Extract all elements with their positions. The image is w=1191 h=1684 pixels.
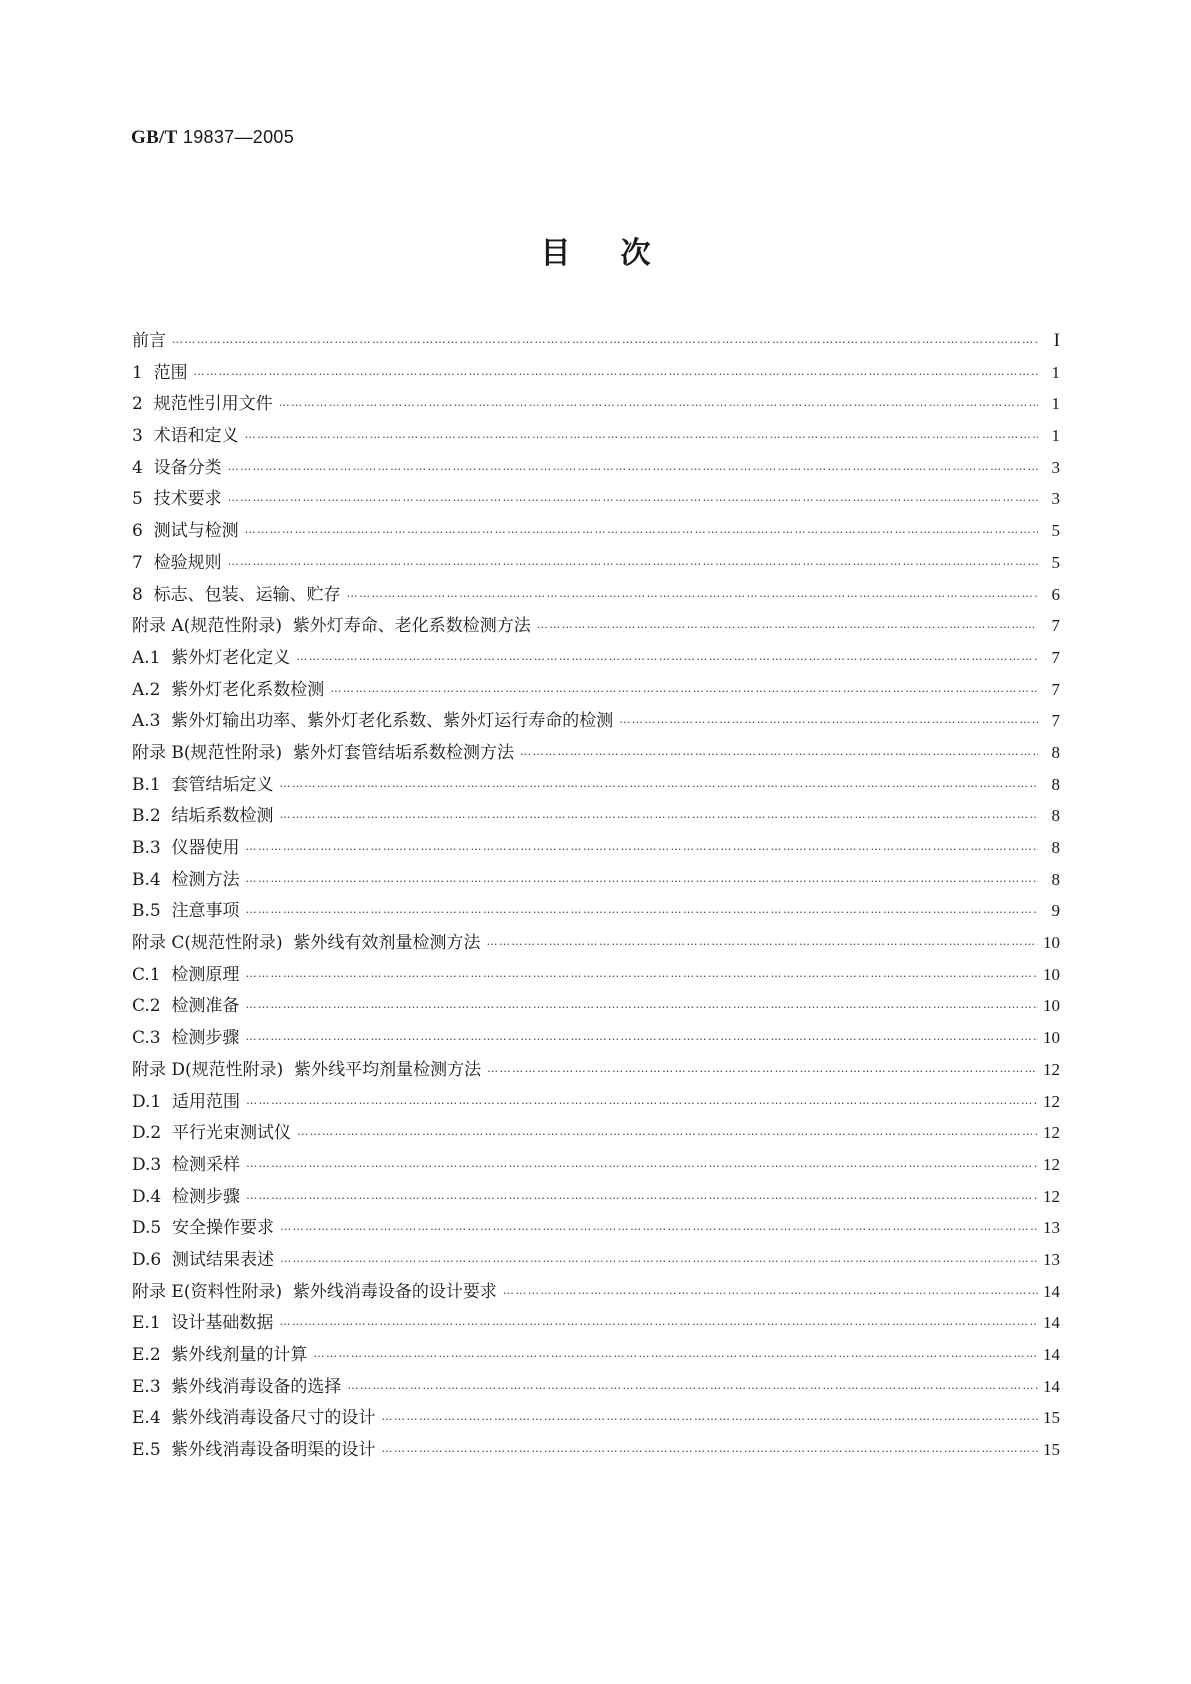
toc-entry-page-number: 1 (1051, 394, 1060, 414)
toc-entry-label: 附录 C(规范性附录) 紫外线有效剂量检测方法 (132, 933, 481, 954)
toc-dot-leader (245, 967, 1038, 980)
toc-entry[interactable] (132, 1150, 1060, 1182)
toc-dot-leader (381, 1442, 1038, 1455)
toc-entry-page-number: 13 (1043, 1249, 1060, 1269)
toc-entry[interactable] (132, 643, 1060, 675)
toc-entry-page-number: 15 (1043, 1440, 1060, 1460)
table-of-contents (132, 326, 1060, 1467)
toc-dot-leader (245, 428, 1038, 441)
toc-entry[interactable] (132, 960, 1060, 992)
toc-entry[interactable] (132, 389, 1060, 421)
toc-entry-label: E.4 紫外线消毒设备尺寸的设计 (132, 1408, 376, 1429)
toc-entry[interactable] (132, 1308, 1060, 1340)
toc-entry-label: E.2 紫外线剂量的计算 (132, 1345, 308, 1365)
toc-dot-leader (280, 1220, 1038, 1233)
toc-dot-leader (245, 1030, 1038, 1043)
toc-entry-label: E.1 设计基础数据 (132, 1313, 274, 1334)
toc-dot-leader (313, 1347, 1038, 1360)
toc-entry-label: C.2 检测准备 (132, 996, 240, 1017)
toc-entry[interactable] (132, 1372, 1060, 1404)
toc-entry-page-number: 12 (1043, 1123, 1060, 1143)
toc-entry-label: B.5 注意事项 (132, 901, 240, 922)
toc-entry[interactable] (132, 326, 1060, 358)
toc-entry-page-number: 6 (1051, 584, 1060, 604)
toc-entry[interactable] (132, 991, 1060, 1023)
toc-entry[interactable] (132, 1245, 1060, 1277)
toc-entry-page-number: 8 (1051, 774, 1060, 794)
toc-entry-page-number: 12 (1043, 1091, 1060, 1111)
toc-entry-label: C.1 检测原理 (132, 964, 240, 985)
toc-entry[interactable] (132, 1182, 1060, 1214)
toc-entry-label: B.3 仪器使用 (132, 838, 240, 858)
toc-entry[interactable] (132, 928, 1060, 960)
toc-entry[interactable] (132, 738, 1060, 770)
toc-entry-page-number: 13 (1043, 1218, 1060, 1238)
toc-dot-leader (228, 555, 1038, 568)
toc-entry-label: D.5 安全操作要求 (132, 1218, 275, 1239)
toc-entry-label: 附录 D(规范性附录) 紫外线平均剂量检测方法 (132, 1059, 482, 1080)
toc-entry-label: E.3 紫外线消毒设备的选择 (132, 1376, 342, 1397)
toc-entry-label: C.3 检测步骤 (132, 1028, 240, 1049)
toc-entry-page-number: 15 (1043, 1408, 1060, 1428)
toc-entry-label: D.2 平行光束测试仪 (132, 1123, 292, 1144)
toc-entry-label: D.1 适用范围 (132, 1091, 241, 1112)
toc-dot-leader (520, 745, 1038, 758)
toc-dot-leader (246, 872, 1038, 885)
toc-entry[interactable] (132, 580, 1060, 612)
toc-entry-label: 8 标志、包装、运输、贮存 (132, 584, 341, 605)
toc-entry[interactable] (132, 548, 1060, 580)
toc-entry[interactable] (132, 675, 1060, 707)
toc-dot-leader (245, 998, 1038, 1011)
toc-entry-page-number: 5 (1051, 521, 1060, 541)
toc-entry-label: 7 检验规则 (132, 552, 222, 573)
toc-entry-page-number: 8 (1051, 742, 1060, 762)
standard-number: 19837—2005 (182, 127, 295, 147)
toc-entry-label: A.2 紫外灯老化系数检测 (132, 679, 325, 700)
toc-dot-leader (228, 460, 1038, 473)
toc-entry-page-number: 1 (1051, 426, 1060, 446)
toc-dot-leader (246, 1157, 1038, 1170)
toc-dot-leader (537, 618, 1038, 631)
toc-entry[interactable] (132, 484, 1060, 516)
toc-dot-leader (194, 365, 1038, 378)
toc-entry[interactable] (132, 801, 1060, 833)
toc-entry[interactable] (132, 421, 1060, 453)
toc-entry-label: B.4 检测方法 (132, 869, 240, 890)
toc-entry-label: D.3 检测采样 (132, 1154, 241, 1175)
toc-entry-page-number: 8 (1051, 838, 1060, 857)
toc-entry[interactable] (132, 770, 1060, 802)
toc-dot-leader (245, 523, 1038, 536)
toc-entry-page-number: 14 (1043, 1313, 1060, 1333)
toc-dot-leader (279, 396, 1038, 409)
toc-entry-label: D.6 测试结果表述 (132, 1249, 275, 1270)
toc-entry-page-number: 14 (1043, 1376, 1060, 1396)
toc-entry-page-number: 7 (1051, 711, 1060, 731)
toc-dot-leader (246, 1189, 1038, 1202)
toc-entry-label: 附录 A(规范性附录) 紫外灯寿命、老化系数检测方法 (132, 616, 531, 637)
toc-entry-page-number: 10 (1043, 996, 1060, 1016)
toc-entry-label: 附录 E(资料性附录) 紫外线消毒设备的设计要求 (132, 1281, 497, 1302)
toc-dot-leader (487, 1062, 1038, 1075)
toc-entry-label: 附录 B(规范性附录) 紫外灯套管结垢系数检测方法 (132, 742, 514, 763)
toc-dot-leader (297, 1125, 1038, 1138)
toc-entry-label: B.1 套管结垢定义 (132, 774, 274, 795)
toc-dot-leader (280, 1252, 1038, 1265)
toc-entry-label: D.4 检测步骤 (132, 1186, 241, 1207)
toc-entry[interactable] (132, 358, 1060, 390)
toc-entry[interactable] (132, 1277, 1060, 1309)
page-title: 目次 (540, 236, 701, 271)
toc-entry-page-number: 8 (1051, 869, 1060, 889)
toc-dot-leader (503, 1284, 1038, 1297)
toc-dot-leader (619, 713, 1038, 726)
toc-dot-leader (347, 1379, 1038, 1392)
toc-entry[interactable] (132, 1340, 1060, 1372)
toc-entry-label: A.3 紫外灯输出功率、紫外灯老化系数、紫外灯运行寿命的检测 (132, 711, 614, 732)
toc-dot-leader (486, 935, 1038, 948)
toc-dot-leader (330, 682, 1038, 695)
toc-entry[interactable] (132, 611, 1060, 643)
toc-entry-page-number: 14 (1043, 1345, 1060, 1364)
toc-entry-label: B.2 结垢系数检测 (132, 806, 274, 827)
toc-entry-label: 6 测试与检测 (132, 521, 239, 542)
toc-entry[interactable] (132, 896, 1060, 928)
toc-entry[interactable] (132, 516, 1060, 548)
toc-entry-label: E.5 紫外线消毒设备明渠的设计 (132, 1440, 376, 1461)
toc-dot-leader (246, 840, 1038, 853)
toc-entry-page-number: I (1053, 330, 1060, 351)
standard-prefix: GB/T (131, 127, 178, 148)
toc-entry[interactable] (132, 1403, 1060, 1435)
toc-entry-page-number: 3 (1051, 489, 1060, 509)
toc-dot-leader (296, 650, 1038, 663)
toc-dot-leader (228, 491, 1038, 504)
toc-entry-page-number: 12 (1043, 1154, 1060, 1174)
toc-entry-page-number: 12 (1043, 1186, 1060, 1206)
toc-entry[interactable] (132, 453, 1060, 485)
toc-entry-label: 5 技术要求 (132, 489, 222, 510)
toc-entry[interactable] (132, 706, 1060, 738)
toc-entry-page-number: 10 (1043, 964, 1060, 984)
toc-entry[interactable] (132, 1435, 1060, 1467)
toc-entry-page-number: 10 (1043, 933, 1060, 953)
toc-entry[interactable] (132, 865, 1060, 897)
toc-dot-leader (280, 808, 1038, 821)
toc-entry-label: 前言 (132, 331, 166, 351)
toc-dot-leader (279, 1315, 1038, 1328)
toc-entry[interactable] (132, 833, 1060, 865)
toc-entry-page-number: 9 (1051, 901, 1060, 921)
toc-dot-leader (246, 1094, 1038, 1107)
toc-entry-page-number: 7 (1051, 647, 1060, 667)
toc-entry-label: 1 范围 (132, 362, 188, 383)
toc-entry-page-number: 3 (1051, 457, 1060, 477)
toc-dot-leader (347, 587, 1038, 600)
toc-entry-label: 4 设备分类 (132, 457, 222, 478)
toc-entry-label: 3 术语和定义 (132, 426, 239, 447)
toc-dot-leader (246, 903, 1038, 916)
toc-entry-page-number: 14 (1043, 1281, 1060, 1301)
toc-entry[interactable] (132, 1023, 1060, 1055)
toc-entry[interactable] (132, 1118, 1060, 1150)
toc-entry-page-number: 7 (1051, 616, 1060, 636)
toc-dot-leader (280, 777, 1038, 790)
toc-entry-page-number: 10 (1043, 1028, 1060, 1048)
toc-entry[interactable] (132, 1055, 1060, 1087)
toc-entry[interactable] (132, 1087, 1060, 1119)
standard-code (131, 127, 294, 149)
toc-dot-leader (172, 333, 1038, 346)
toc-entry-page-number: 8 (1051, 806, 1060, 826)
toc-entry-label: A.1 紫外灯老化定义 (132, 647, 291, 668)
toc-entry[interactable] (132, 1213, 1060, 1245)
toc-entry-label: 2 规范性引用文件 (132, 394, 273, 415)
toc-entry-page-number: 1 (1051, 362, 1060, 382)
toc-entry-page-number: 5 (1051, 552, 1060, 572)
toc-dot-leader (381, 1410, 1038, 1423)
toc-entry-page-number: 7 (1051, 679, 1060, 699)
toc-entry-page-number: 12 (1043, 1059, 1060, 1079)
